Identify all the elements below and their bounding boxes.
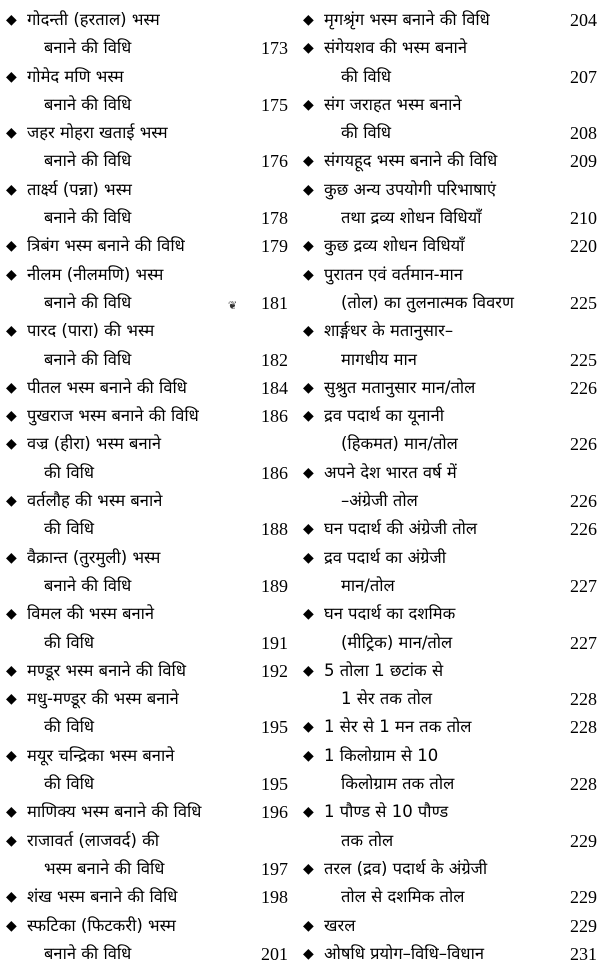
toc-line <box>6 63 288 91</box>
toc-line <box>6 855 288 883</box>
toc-entry-text: बनाने की विधि <box>44 349 132 369</box>
bullet-diamond-icon: ◆ <box>303 12 314 28</box>
toc-entry-text: त्रिबंग भस्म बनाने की विधि <box>27 236 185 256</box>
toc-entry-text: की विधि <box>341 66 392 86</box>
page-number: 229 <box>570 830 597 851</box>
toc-entry-text: की विधि <box>44 774 95 794</box>
toc-line <box>303 6 597 34</box>
bullet-diamond-icon: ◆ <box>6 889 17 906</box>
toc-line <box>303 232 597 260</box>
toc-line <box>303 176 597 204</box>
toc-line <box>303 63 597 91</box>
page-number: 198 <box>261 887 288 908</box>
page-number: 186 <box>261 406 288 427</box>
toc-entry-text: की विधि <box>44 519 95 539</box>
page-number: 195 <box>261 717 288 738</box>
toc-entry-text: कुछ अन्य उपयोगी परिभाषाएं <box>324 179 497 199</box>
contents-column-left <box>6 6 288 968</box>
toc-entry-text: पीतल भस्म बनाने की विधि <box>27 377 187 397</box>
page-number: 210 <box>570 208 597 229</box>
page-number: 229 <box>570 915 597 936</box>
toc-line <box>6 827 288 855</box>
toc-line <box>303 544 597 572</box>
toc-line <box>6 176 288 204</box>
toc-line <box>6 713 288 741</box>
toc-entry-text: संगयहूद भस्म बनाने की विधि <box>324 151 498 171</box>
toc-entry-text: शंख भस्म बनाने की विधि <box>27 887 178 907</box>
bullet-diamond-icon: ◆ <box>6 493 17 510</box>
toc-entry-text: मागधीय मान <box>341 349 417 369</box>
toc-entry-text: की विधि <box>44 632 95 652</box>
toc-entry-text: 1 सेर से 1 मन तक तोल <box>324 717 472 737</box>
bullet-diamond-icon: ◆ <box>303 238 314 255</box>
toc-line <box>6 770 288 798</box>
page-number: 197 <box>261 858 288 879</box>
toc-line <box>303 685 597 713</box>
toc-line <box>6 685 288 713</box>
bullet-diamond-icon: ◆ <box>6 125 17 142</box>
bullet-diamond-icon: ◆ <box>303 606 314 623</box>
page-number: 231 <box>570 943 597 964</box>
toc-entry-text: द्रव पदार्थ का यूनानी <box>324 406 444 426</box>
page-number: 175 <box>261 94 288 115</box>
toc-entry-text: (तोल) का तुलनात्मक विवरण <box>341 292 514 312</box>
toc-entry-text: मृगश्रृंग भस्म बनाने की विधि <box>324 10 490 29</box>
bullet-diamond-icon: ◆ <box>303 945 314 962</box>
toc-line <box>6 147 288 175</box>
bullet-diamond-icon: ◆ <box>303 662 314 679</box>
toc-entry-text: पुखराज भस्म बनाने की विधि <box>27 406 199 426</box>
toc-entry-text: संग जराहत भस्म बनाने <box>324 94 462 114</box>
page-number: 186 <box>261 462 288 483</box>
bullet-diamond-icon: ◆ <box>303 96 314 113</box>
toc-entry-text: सुश्रुत मतानुसार मान/तोल <box>324 377 476 397</box>
toc-entry-text: –अंग्रेजी तोल <box>341 491 418 511</box>
toc-line <box>6 91 288 119</box>
toc-entry-text: तोल से दशमिक तोल <box>341 887 465 907</box>
page-number: 227 <box>570 575 597 596</box>
toc-entry-text: शार्ङ्गधर के मतानुसार– <box>324 321 454 341</box>
toc-entry-text: स्फटिका (फिटकरी) भस्म <box>27 915 176 935</box>
page-number: 176 <box>261 151 288 172</box>
bullet-diamond-icon: ◆ <box>6 238 17 255</box>
toc-line <box>303 713 597 741</box>
toc-line <box>6 515 288 543</box>
toc-entry-text: संगेयशव की भस्म बनाने <box>324 38 467 58</box>
toc-entry-text: बनाने की विधि <box>44 208 132 228</box>
page-number: 178 <box>261 208 288 229</box>
bullet-diamond-icon: ◆ <box>6 804 17 821</box>
page-number: 208 <box>570 123 597 144</box>
toc-line <box>6 6 288 34</box>
bullet-diamond-icon: ◆ <box>303 323 314 340</box>
bullet-diamond-icon: ◆ <box>6 832 17 849</box>
bullet-diamond-icon: ◆ <box>6 12 17 28</box>
bullet-diamond-icon: ◆ <box>6 606 17 623</box>
page-number: 226 <box>570 519 597 540</box>
bullet-diamond-icon: ◆ <box>6 549 17 566</box>
page-number: 229 <box>570 887 597 908</box>
toc-entry-text: खरल <box>324 915 356 935</box>
toc-line <box>303 317 597 345</box>
toc-entry-text: द्रव पदार्थ का अंग्रेजी <box>324 547 446 567</box>
toc-line <box>6 629 288 657</box>
bullet-diamond-icon: ◆ <box>303 464 314 481</box>
toc-line <box>6 34 288 62</box>
bullet-diamond-icon: ◆ <box>303 860 314 877</box>
toc-entry-text: (मीट्रिक) मान/तोल <box>341 632 453 652</box>
toc-entry-text: बनाने की विधि <box>44 943 132 963</box>
toc-line <box>303 855 597 883</box>
page-number: 226 <box>570 491 597 512</box>
bullet-diamond-icon: ◆ <box>303 521 314 538</box>
toc-line <box>6 798 288 826</box>
bullet-diamond-icon: ◆ <box>303 266 314 283</box>
toc-line <box>6 912 288 940</box>
page-number: 220 <box>570 236 597 257</box>
toc-entry-text: पुरातन एवं वर्तमान-मान <box>324 264 463 284</box>
toc-line <box>6 346 288 374</box>
page-number: 181 <box>261 292 288 313</box>
page-number: 196 <box>261 802 288 823</box>
bullet-diamond-icon: ◆ <box>6 408 17 425</box>
toc-line <box>6 430 288 458</box>
bullet-diamond-icon: ◆ <box>6 266 17 283</box>
toc-line <box>6 940 288 968</box>
toc-line <box>6 459 288 487</box>
toc-entry-text: घन पदार्थ की अंग्रेजी तोल <box>324 519 478 539</box>
toc-line <box>6 261 288 289</box>
toc-entry-text: बनाने की विधि <box>44 151 132 171</box>
page-number: 184 <box>261 377 288 398</box>
bullet-diamond-icon: ◆ <box>303 747 314 764</box>
toc-line <box>6 572 288 600</box>
page-number: 226 <box>570 434 597 455</box>
toc-entry-text: की विधि <box>44 462 95 482</box>
toc-line <box>303 629 597 657</box>
toc-entry-text: विमल की भस्म बनाने <box>27 604 155 624</box>
toc-line <box>303 572 597 600</box>
bullet-diamond-icon: ◆ <box>6 662 17 679</box>
page-number: 227 <box>570 632 597 653</box>
page-number: 188 <box>261 519 288 540</box>
toc-entry-text: मण्डूर भस्म बनाने की विधि <box>27 660 186 680</box>
toc-line <box>303 34 597 62</box>
toc-line <box>303 346 597 374</box>
toc-line <box>6 317 288 345</box>
toc-entry-text: ओषधि प्रयोग–विधि–विधान <box>324 943 484 963</box>
toc-line <box>303 940 597 968</box>
bullet-diamond-icon: ◆ <box>303 153 314 170</box>
toc-line <box>303 289 597 317</box>
toc-line <box>303 374 597 402</box>
toc-line <box>303 798 597 826</box>
toc-line <box>6 119 288 147</box>
page-number: 201 <box>261 943 288 964</box>
page-number: 228 <box>570 689 597 710</box>
toc-line <box>6 742 288 770</box>
toc-entry-text: भस्म बनाने की विधि <box>44 858 165 878</box>
toc-line <box>6 402 288 430</box>
bullet-diamond-icon: ◆ <box>303 181 314 198</box>
toc-entry-text: घन पदार्थ का दशमिक <box>324 604 456 624</box>
toc-line <box>303 430 597 458</box>
toc-entry-text: राजावर्त (लाजवर्द) की <box>27 830 160 850</box>
toc-line <box>303 459 597 487</box>
toc-entry-text: नीलम (नीलमणि) भस्म <box>27 264 164 284</box>
toc-line <box>6 289 288 317</box>
ink-blot-mark: ❦ <box>228 299 238 312</box>
page-number: 225 <box>570 349 597 370</box>
bullet-diamond-icon: ◆ <box>6 181 17 198</box>
toc-entry-text: वैक्रान्त (तुरमुली) भस्म <box>27 547 161 567</box>
toc-entry-text: बनाने की विधि <box>44 575 132 595</box>
page-number: 204 <box>570 10 597 30</box>
toc-entry-text: वज्र (हीरा) भस्म बनाने <box>27 434 162 454</box>
page-number: 179 <box>261 236 288 257</box>
toc-entry-text: बनाने की विधि <box>44 38 132 58</box>
toc-entry-text: जहर मोहरा खताई भस्म <box>27 123 168 143</box>
toc-entry-text: (हिकमत) मान/तोल <box>341 434 458 454</box>
toc-entry-text: तथा द्रव्य शोधन विधियाँ <box>341 208 482 228</box>
contents-column-right <box>303 6 597 968</box>
toc-line <box>303 119 597 147</box>
toc-line <box>6 232 288 260</box>
toc-entry-text: किलोग्राम तक तोल <box>341 774 455 794</box>
toc-entry-text: तरल (द्रव) पदार्थ के अंग्रेजी <box>324 858 488 878</box>
toc-entry-text: कुछ द्रव्य शोधन विधियाँ <box>324 236 465 256</box>
bullet-diamond-icon: ◆ <box>303 40 314 57</box>
bullet-diamond-icon: ◆ <box>303 549 314 566</box>
toc-line <box>303 742 597 770</box>
toc-entry-text: 1 सेर तक तोल <box>341 689 433 709</box>
toc-entry-text: की विधि <box>341 123 392 143</box>
toc-line <box>303 402 597 430</box>
bullet-diamond-icon: ◆ <box>303 379 314 396</box>
toc-line <box>303 204 597 232</box>
bullet-diamond-icon: ◆ <box>6 917 17 934</box>
toc-line <box>303 147 597 175</box>
toc-line <box>303 912 597 940</box>
bullet-diamond-icon: ◆ <box>6 323 17 340</box>
page-number: 226 <box>570 377 597 398</box>
page-number: 192 <box>261 660 288 681</box>
toc-entry-text: मयूर चन्द्रिका भस्म बनाने <box>27 745 175 765</box>
toc-entry-text: अपने देश भारत वर्ष में <box>324 462 457 482</box>
toc-line <box>6 600 288 628</box>
bullet-diamond-icon: ◆ <box>6 68 17 85</box>
toc-entry-text: 5 तोला 1 छटांक से <box>324 660 444 680</box>
toc-entry-text: वर्तलौह की भस्म बनाने <box>27 491 163 511</box>
toc-line <box>303 91 597 119</box>
toc-line <box>6 204 288 232</box>
toc-entry-text: बनाने की विधि <box>44 292 132 312</box>
toc-line <box>303 515 597 543</box>
toc-line <box>6 657 288 685</box>
bullet-diamond-icon: ◆ <box>303 804 314 821</box>
toc-line <box>6 374 288 402</box>
toc-entry-text: गोदन्ती (हरताल) भस्म <box>27 10 160 29</box>
toc-line <box>303 487 597 515</box>
bullet-diamond-icon: ◆ <box>303 917 314 934</box>
toc-entry-text: तार्क्ष्य (पन्ना) भस्म <box>27 179 132 199</box>
toc-entry-text: तक तोल <box>341 830 394 850</box>
toc-line <box>303 883 597 911</box>
bullet-diamond-icon: ◆ <box>6 436 17 453</box>
toc-entry-text: 1 किलोग्राम से 10 <box>324 745 439 765</box>
bullet-diamond-icon: ◆ <box>303 719 314 736</box>
toc-line <box>303 770 597 798</box>
toc-entry-text: मधु-मण्डूर की भस्म बनाने <box>27 689 179 709</box>
toc-line <box>303 657 597 685</box>
toc-entry-text: 1 पौण्ड से 10 पौण्ड <box>324 802 449 822</box>
toc-line <box>6 883 288 911</box>
toc-entry-text: गोमेद मणि भस्म <box>27 66 124 86</box>
page-number: 225 <box>570 292 597 313</box>
page-number: 228 <box>570 717 597 738</box>
page-number: 195 <box>261 774 288 795</box>
page-number: 209 <box>570 151 597 172</box>
page-number: 182 <box>261 349 288 370</box>
toc-entry-text: मान/तोल <box>341 575 395 595</box>
toc-line <box>303 261 597 289</box>
bullet-diamond-icon: ◆ <box>6 379 17 396</box>
bullet-diamond-icon: ◆ <box>6 691 17 708</box>
page-number: 189 <box>261 575 288 596</box>
page-number: 228 <box>570 774 597 795</box>
toc-entry-text: बनाने की विधि <box>44 94 132 114</box>
toc-entry-text: की विधि <box>44 717 95 737</box>
bullet-diamond-icon: ◆ <box>303 408 314 425</box>
page-number: 173 <box>261 38 288 59</box>
bullet-diamond-icon: ◆ <box>6 747 17 764</box>
page-number: 191 <box>261 632 288 653</box>
toc-entry-text: पारद (पारा) की भस्म <box>27 321 155 341</box>
page-number: 207 <box>570 66 597 87</box>
toc-line <box>6 544 288 572</box>
toc-line <box>6 487 288 515</box>
toc-line <box>303 600 597 628</box>
toc-entry-text: माणिक्य भस्म बनाने की विधि <box>27 802 202 822</box>
toc-line <box>303 827 597 855</box>
